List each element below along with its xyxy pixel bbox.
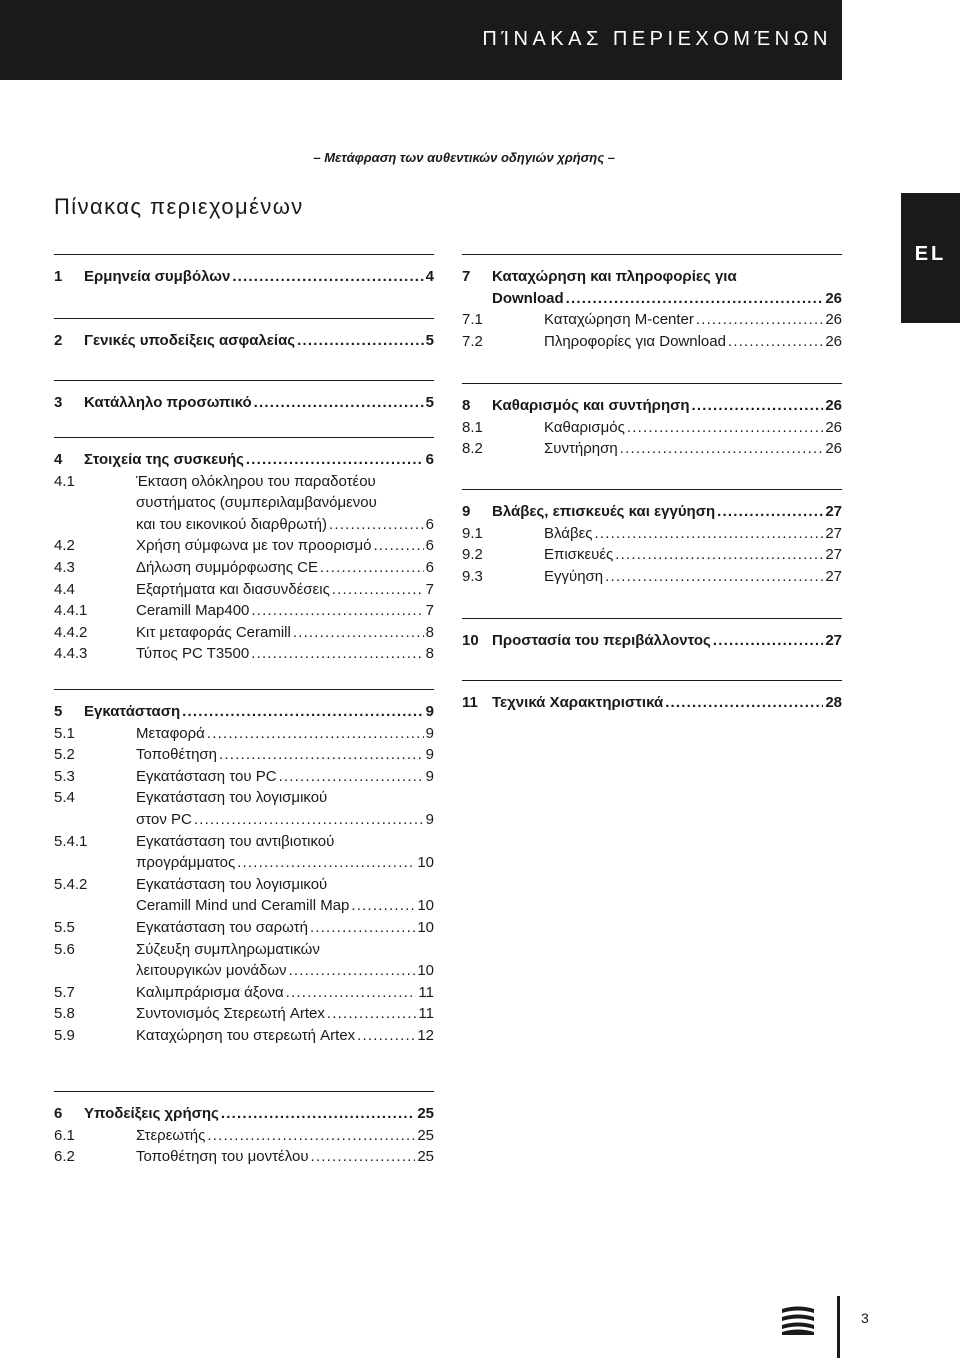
section-rule (54, 318, 434, 319)
section-rule (54, 689, 434, 690)
dot-leader (251, 643, 423, 665)
header-title: ΠΊΝΑΚΑΣ ΠΕΡΙΕΧΟΜΈΝΩΝ (482, 28, 832, 50)
toc-entry-title: Μεταφορά (136, 724, 205, 742)
dot-leader (373, 535, 423, 557)
toc-entry-title: Εγκατάσταση του αντιβιοτικού (136, 832, 335, 850)
dot-leader (232, 266, 423, 288)
toc-page-number: 25 (417, 1126, 434, 1144)
toc-entry-number: 5.2 (54, 746, 75, 764)
toc-page-number: 6 (425, 537, 434, 555)
toc-subsection-entry[interactable] (54, 874, 434, 917)
toc-subsection-entry[interactable] (54, 557, 434, 579)
toc-subsection-entry[interactable] (54, 1025, 434, 1047)
toc-page-number: 6 (425, 451, 434, 468)
toc-page-number: 27 (825, 632, 842, 649)
dot-leader (310, 917, 415, 939)
toc-subsection-entry[interactable] (54, 766, 434, 788)
dot-leader (627, 417, 823, 439)
dot-leader (692, 395, 824, 417)
toc-entry-number: 5.4 (54, 789, 75, 807)
toc-subsection-entry[interactable] (54, 939, 434, 982)
toc-entry-title: Πληροφορίες για Download (544, 332, 726, 350)
dot-leader (351, 895, 415, 917)
toc-entry-number: 2 (54, 332, 63, 349)
toc-page-number: 26 (825, 332, 842, 350)
toc-page-number: 28 (825, 694, 842, 711)
toc-entry-title: προγράμματος (136, 854, 236, 872)
dot-leader (595, 523, 824, 545)
toc-entry-number: 6.2 (54, 1148, 75, 1166)
toc-entry-title: και του εικονικού διαρθρωτή) (136, 515, 327, 533)
section-rule (462, 618, 842, 619)
toc-entry-title: Τύπος PC T3500 (136, 645, 250, 663)
dot-leader (194, 809, 424, 831)
toc-entry-number: 4.1 (54, 472, 75, 490)
brand-logo-icon (780, 1305, 816, 1335)
toc-entry-number: 5.6 (54, 940, 75, 958)
toc-section (54, 1091, 434, 1168)
toc-entry-title: Εγκατάσταση του σαρωτή (136, 918, 308, 936)
toc-page-number: 9 (425, 746, 434, 764)
toc-entry-title: Εγκατάσταση του PC (136, 767, 277, 785)
document-subtitle: – Μετάφραση των αυθεντικών οδηγιών χρήσης – (313, 150, 615, 165)
dot-leader (332, 579, 424, 601)
toc-entry-title: Στερεωτής (136, 1126, 206, 1144)
toc-entry-title: Υποδείξεις χρήσης (84, 1105, 219, 1122)
toc-entry-number: 4.4 (54, 580, 75, 598)
toc-entry-title: Καταχώρηση και πληροφορίες για (492, 268, 737, 285)
dot-leader (297, 330, 424, 352)
toc-entry-title: Download (492, 289, 564, 307)
toc-section (54, 318, 434, 352)
dot-leader (237, 852, 415, 874)
toc-entry-number: 4.2 (54, 537, 75, 555)
toc-entry-number: 5.8 (54, 1005, 75, 1023)
toc-entry-title: Εγκατάσταση του λογισμικού (136, 789, 328, 807)
toc-page-number: 9 (425, 703, 434, 720)
dot-leader (605, 566, 823, 588)
toc-page-number: 10 (417, 854, 434, 872)
toc-page-number: 25 (417, 1105, 434, 1122)
toc-entry-title: Έκταση ολόκληρου του παραδοτέου (136, 472, 376, 490)
toc-page-number: 6 (425, 558, 434, 576)
toc-entry-number: 8 (462, 397, 471, 414)
toc-entry-title: Καταχώρηση του στερεωτή Artex (136, 1026, 356, 1044)
dot-leader (357, 1025, 415, 1047)
toc-page-number: 7 (425, 580, 434, 598)
section-rule (462, 489, 842, 490)
toc-entry-number: 3 (54, 394, 63, 411)
dot-leader (566, 288, 824, 310)
toc-page-number: 5 (425, 332, 434, 349)
toc-entry-number: 5.7 (54, 983, 75, 1001)
toc-chapter-entry[interactable] (462, 395, 842, 417)
toc-section (462, 618, 842, 652)
toc-entry-number: 8.1 (462, 418, 483, 436)
toc-section (462, 680, 842, 714)
toc-chapter-entry[interactable] (54, 392, 434, 414)
toc-entry-number: 9.1 (462, 524, 483, 542)
language-tab (901, 193, 960, 323)
toc-page-number: 8 (425, 645, 434, 663)
toc-subsection-entry[interactable] (54, 579, 434, 601)
toc-entry-title: Χρήση σύμφωνα με τον προορισμό (136, 537, 372, 555)
toc-page-number: 26 (825, 440, 842, 458)
toc-entry-number: 5.4.2 (54, 875, 88, 893)
toc-entry-number: 7.1 (462, 311, 483, 329)
dot-leader (207, 1125, 415, 1147)
toc-entry-title: Ceramill Map400 (136, 602, 250, 620)
toc-chapter-entry[interactable] (54, 1103, 434, 1125)
toc-entry-title: Ceramill Mind und Ceramill Map (136, 897, 350, 915)
section-rule (462, 680, 842, 681)
toc-page-number: 26 (825, 418, 842, 436)
toc-entry-title: Καλιμπράρισμα άξονα (136, 983, 284, 1001)
toc-page-number: 27 (825, 546, 842, 564)
toc-subsection-entry[interactable] (54, 643, 434, 665)
toc-section (462, 489, 842, 587)
toc-entry-number: 4.3 (54, 558, 75, 576)
toc-entry-title: Εγγύηση (544, 567, 604, 585)
toc-entry-title: Συντονισμός Στερεωτή Artex (136, 1005, 325, 1023)
toc-chapter-entry[interactable] (462, 501, 842, 523)
toc-entry-number: 4.4.1 (54, 602, 88, 620)
toc-chapter-entry[interactable] (462, 266, 842, 309)
dot-leader (665, 692, 823, 714)
dot-leader (728, 331, 823, 353)
dot-leader (182, 701, 424, 723)
toc-entry-number: 5.1 (54, 724, 75, 742)
dot-leader (221, 1103, 415, 1125)
toc-entry-title: Καθαρισμός και συντήρηση (492, 397, 690, 414)
toc-entry-number: 5.4.1 (54, 832, 88, 850)
dot-leader (320, 557, 424, 579)
toc-page-number: 7 (425, 602, 434, 620)
toc-subsection-entry[interactable] (462, 438, 842, 460)
toc-chapter-entry[interactable] (462, 692, 842, 714)
toc-page-number: 27 (825, 503, 842, 520)
toc-entry-title: Συντήρηση (544, 440, 618, 458)
toc-entry-title: Βλάβες, επισκευές και εγγύηση (492, 503, 716, 520)
dot-leader (293, 622, 424, 644)
toc-section (54, 380, 434, 414)
toc-chapter-entry[interactable] (462, 630, 842, 652)
dot-leader (615, 544, 823, 566)
toc-entry-title: Τοποθέτηση (136, 746, 218, 764)
toc-entry-title: λειτουργικών μονάδων (136, 962, 287, 980)
dot-leader (329, 514, 424, 536)
toc-entry-number: 10 (462, 632, 479, 649)
toc-entry-title: Επισκευές (544, 546, 614, 564)
toc-subsection-entry[interactable] (54, 744, 434, 766)
toc-entry-title: Δήλωση συμμόρφωσης CE (136, 558, 319, 576)
section-rule (54, 254, 434, 255)
toc-subsection-entry[interactable] (54, 1125, 434, 1147)
toc-entry-title: Ερμηνεία συμβόλων (84, 268, 231, 285)
page-title: Πίνακας περιεχομένων (54, 194, 304, 219)
section-rule (462, 383, 842, 384)
toc-page-number: 5 (425, 394, 434, 411)
toc-entry-title: Κιτ μεταφοράς Ceramill (136, 623, 291, 641)
toc-section (54, 254, 434, 288)
toc-chapter-entry[interactable] (54, 449, 434, 471)
toc-entry-title: Καθαρισμός (544, 418, 625, 436)
toc-page-number: 27 (825, 567, 842, 585)
toc-entry-title: Τοποθέτηση του μοντέλου (136, 1148, 309, 1166)
toc-section (462, 254, 842, 352)
toc-entry-title: Καταχώρηση M-center (544, 311, 694, 329)
toc-entry-number: 5 (54, 703, 63, 720)
toc-section (54, 437, 434, 665)
toc-entry-number: 4.4.3 (54, 645, 88, 663)
toc-entry-number: 5.5 (54, 918, 75, 936)
toc-page-number: 10 (417, 897, 434, 915)
toc-entry-title: Εγκατάσταση (84, 703, 181, 720)
dot-leader (327, 1003, 417, 1025)
toc-section (462, 383, 842, 460)
toc-page-number: 11 (418, 983, 434, 1001)
toc-page-number: 27 (825, 524, 842, 542)
toc-page-number: 9 (425, 767, 434, 785)
toc-entry-title: στον PC (136, 810, 192, 828)
dot-leader (696, 309, 823, 331)
toc-entry-title: Εγκατάσταση του λογισμικού (136, 875, 328, 893)
toc-entry-number: 1 (54, 268, 63, 285)
dot-leader (620, 438, 824, 460)
toc-entry-number: 4 (54, 451, 63, 468)
toc-entry-title: Εξαρτήματα και διασυνδέσεις (136, 580, 330, 598)
toc-entry-number: 7 (462, 268, 471, 285)
language-label: EL (914, 243, 947, 265)
toc-page-number: 9 (425, 810, 434, 828)
toc-page-number: 26 (825, 311, 842, 329)
toc-page-number: 9 (425, 724, 434, 742)
toc-page-number: 4 (425, 268, 434, 285)
dot-leader (207, 723, 424, 745)
toc-entry-number: 4.4.2 (54, 623, 88, 641)
dot-leader (311, 1146, 416, 1168)
toc-subsection-entry[interactable] (54, 1003, 434, 1025)
toc-subsection-entry[interactable] (54, 831, 434, 874)
dot-leader (254, 392, 424, 414)
toc-subsection-entry[interactable] (462, 544, 842, 566)
toc-entry-number: 9 (462, 503, 471, 520)
dot-leader (219, 744, 424, 766)
toc-subsection-entry[interactable] (54, 982, 434, 1004)
section-rule (54, 380, 434, 381)
toc-entry-number: 8.2 (462, 440, 483, 458)
toc-page-number: 26 (825, 289, 842, 307)
toc-page-number: 11 (418, 1005, 434, 1023)
toc-subsection-entry[interactable] (462, 331, 842, 353)
toc-entry-title: Προστασία του περιβάλλοντος (492, 632, 711, 649)
toc-page-number: 10 (417, 962, 434, 980)
dot-leader (251, 600, 423, 622)
toc-subsection-entry[interactable] (54, 622, 434, 644)
toc-page-number: 6 (425, 515, 434, 533)
toc-entry-number: 11 (462, 694, 478, 711)
dot-leader (286, 982, 417, 1004)
toc-subsection-entry[interactable] (54, 1146, 434, 1168)
toc-entry-title: Στοιχεία της συσκευής (84, 451, 244, 468)
footer-divider (837, 1296, 840, 1358)
toc-section (54, 689, 434, 1047)
toc-entry-number: 9.3 (462, 567, 483, 585)
toc-entry-number: 9.2 (462, 546, 483, 564)
toc-entry-title: Κατάλληλο προσωπικό (84, 394, 252, 411)
toc-entry-number: 6.1 (54, 1126, 75, 1144)
toc-entry-number: 5.9 (54, 1026, 75, 1044)
toc-subsection-entry[interactable] (462, 523, 842, 545)
toc-subsection-entry[interactable] (462, 309, 842, 331)
toc-subsection-entry[interactable] (54, 535, 434, 557)
header-bar (0, 0, 842, 80)
dot-leader (717, 501, 823, 523)
toc-entry-title: συστήματος (συμπεριλαμβανόμενου (136, 494, 377, 512)
toc-subsection-entry[interactable] (462, 417, 842, 439)
dot-leader (246, 449, 424, 471)
toc-entry-title: Βλάβες (544, 524, 593, 542)
toc-entry-number: 6 (54, 1105, 63, 1122)
toc-entry-title: Σύζευξη συμπληρωματικών (136, 940, 320, 958)
toc-chapter-entry[interactable] (54, 266, 434, 288)
toc-page-number: 25 (417, 1148, 434, 1166)
toc-page-number: 10 (417, 918, 434, 936)
toc-subsection-entry[interactable] (54, 471, 434, 536)
dot-leader (289, 960, 416, 982)
page-number: 3 (861, 1310, 869, 1326)
toc-page-number: 8 (425, 623, 434, 641)
toc-entry-number: 7.2 (462, 332, 483, 350)
toc-subsection-entry[interactable] (54, 787, 434, 830)
dot-leader (279, 766, 424, 788)
toc-chapter-entry[interactable] (54, 701, 434, 723)
toc-entry-title: Τεχνικά Χαρακτηριστικά (492, 694, 664, 711)
dot-leader (713, 630, 823, 652)
toc-subsection-entry[interactable] (462, 566, 842, 588)
toc-page-number: 12 (417, 1026, 434, 1044)
toc-subsection-entry[interactable] (54, 723, 434, 745)
toc-subsection-entry[interactable] (54, 600, 434, 622)
toc-entry-title: Γενικές υποδείξεις ασφαλείας (84, 332, 296, 349)
toc-page-number: 26 (825, 397, 842, 414)
section-rule (462, 254, 842, 255)
toc-chapter-entry[interactable] (54, 330, 434, 352)
section-rule (54, 1091, 434, 1092)
section-rule (54, 437, 434, 438)
toc-entry-number: 5.3 (54, 767, 75, 785)
toc-subsection-entry[interactable] (54, 917, 434, 939)
